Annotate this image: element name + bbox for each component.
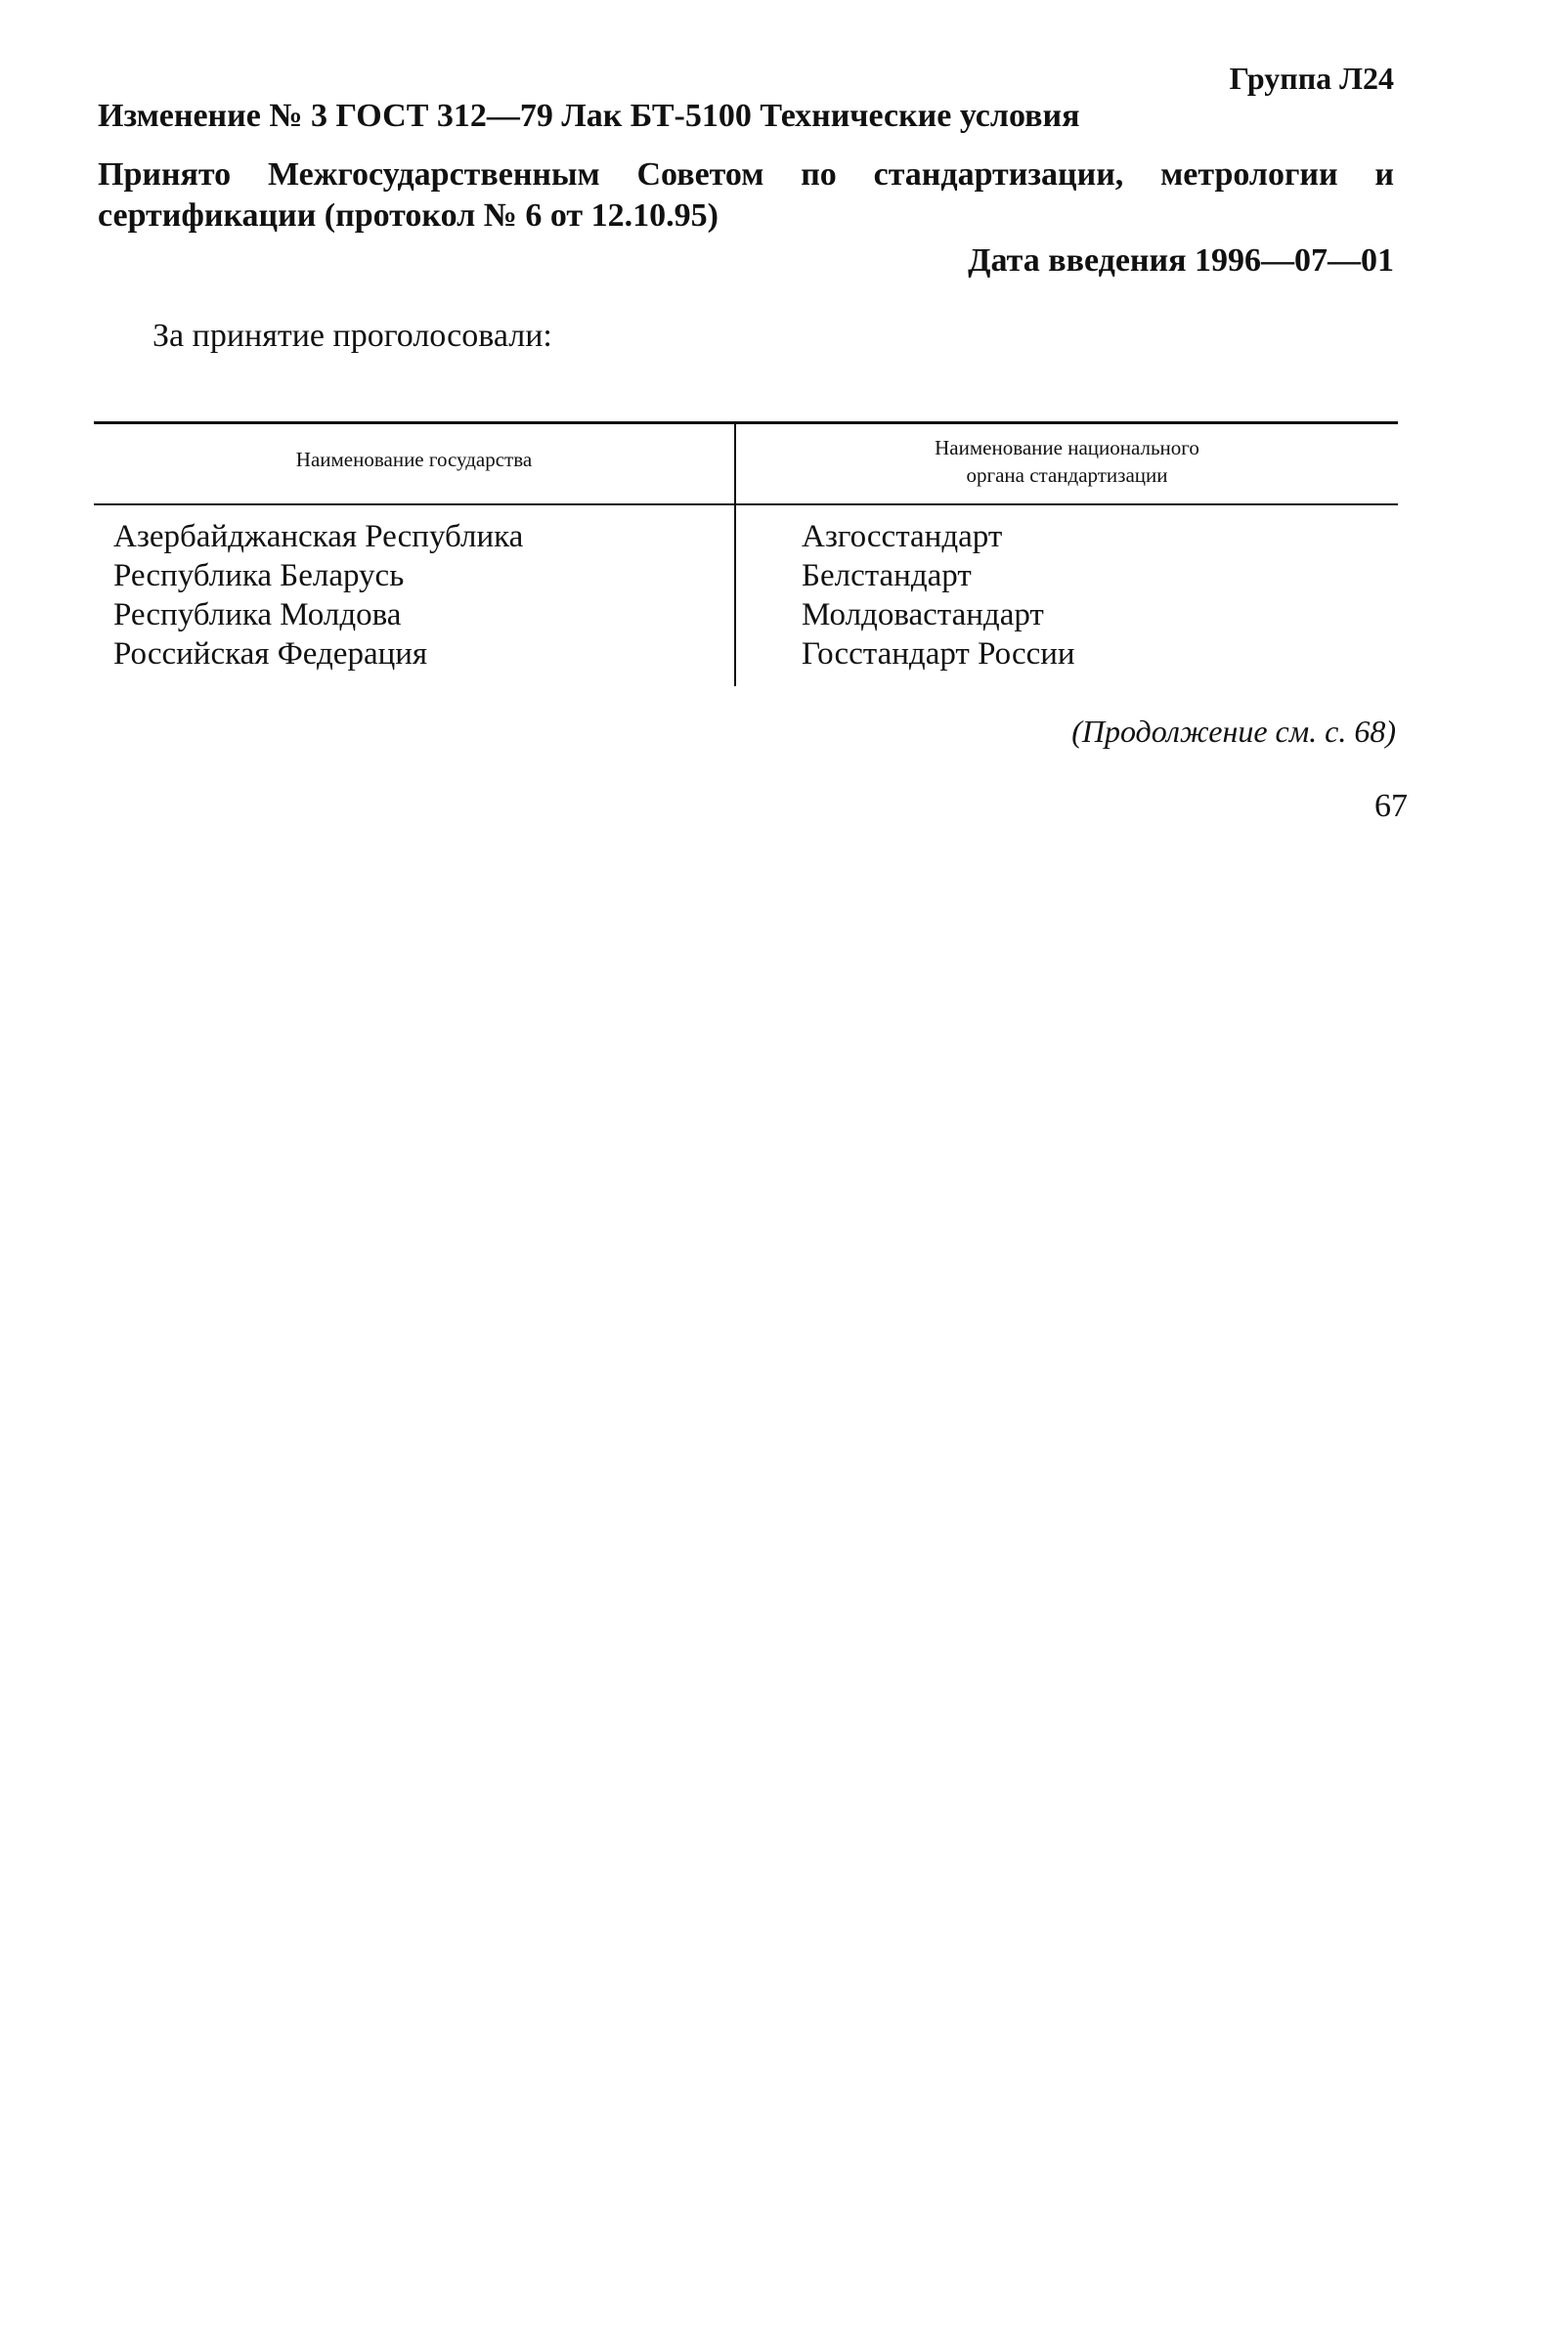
document-title: Изменение № 3 ГОСТ 312—79 Лак БТ-5100 Технические условия xyxy=(98,98,1080,134)
table-cell-body: Белстандарт xyxy=(802,558,972,593)
voted-intro: За принятие проголосовали: xyxy=(152,318,552,354)
document-group: Группа Л24 xyxy=(1229,61,1394,96)
table-cell-state: Азербайджанская Республика xyxy=(113,519,524,554)
table-header-body xyxy=(736,434,1398,489)
table-header-body-line2: органа стандартизации xyxy=(966,463,1168,487)
table-cell-state: Республика Беларусь xyxy=(113,558,405,593)
continuation-note: (Продолжение см. с. 68) xyxy=(1071,714,1396,749)
table-column-divider xyxy=(734,424,736,686)
table-cell-body: Молдовастандарт xyxy=(802,597,1044,632)
table-cell-state: Российская Федерация xyxy=(113,636,428,672)
table-header-rule xyxy=(94,503,1398,505)
table-header-state xyxy=(94,446,734,473)
table-top-rule xyxy=(94,421,1398,424)
page-number: 67 xyxy=(1374,788,1408,824)
adoption-statement: Принято Межгосударственным Советом по стандартизации, метрологии и сертификации (протокол № 6 от 12.10.95) xyxy=(98,156,1394,234)
table-header-body-line1: Наименование национального xyxy=(935,436,1199,459)
table-cell-state: Республика Молдова xyxy=(113,597,402,632)
table-column-bodies xyxy=(802,517,1075,674)
table-header-state-label: Наименование государства xyxy=(295,448,533,471)
table-column-states xyxy=(113,517,523,674)
effective-date: Дата введения 1996—07—01 xyxy=(968,242,1394,279)
table-cell-body: Азгосстандарт xyxy=(802,519,1003,554)
table-cell-body: Госстандарт России xyxy=(802,636,1075,672)
